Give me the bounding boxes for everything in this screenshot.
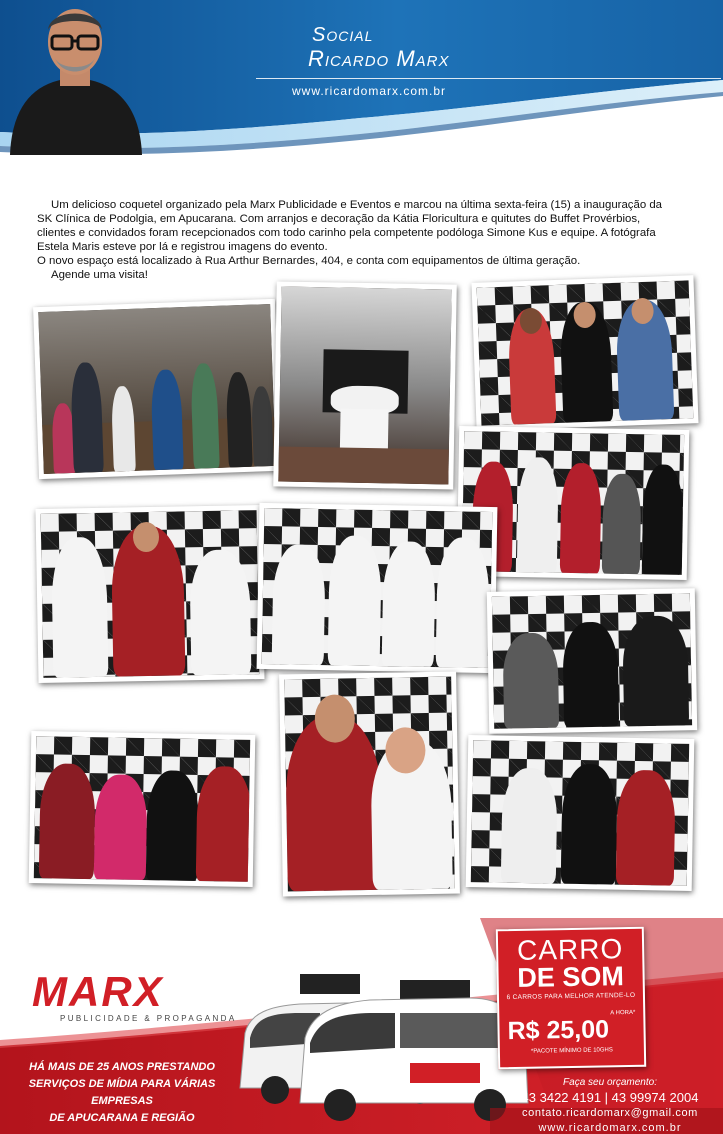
- header-divider: [256, 78, 721, 79]
- article-body: [37, 198, 667, 282]
- carro-de-som-box: [496, 927, 646, 1070]
- column-header: [0, 0, 723, 165]
- marx-tagline: PUBLICIDADE & PROPAGANDA: [60, 1014, 237, 1023]
- carro-hora: A HORA*: [610, 1009, 636, 1017]
- header-website: www.ricardomarx.com.br: [292, 84, 447, 98]
- article-paragraph: O novo espaço está localizado à Rua Arthur Bernardes, 404, e conta com equipamentos de última geração.: [37, 255, 581, 267]
- ad-slogan: [12, 1059, 232, 1127]
- carro-subtitle: DE SOM: [517, 961, 625, 993]
- marx-logo: MARX: [32, 968, 164, 1015]
- ad-slogan-line: SERVIÇOS DE MÍDIA PARA VÁRIAS EMPRESAS: [28, 1078, 216, 1107]
- event-photo: [466, 735, 695, 891]
- contact-website: www.ricardomarx.com.br: [538, 1122, 682, 1134]
- ad-slogan-line: DE APUCARANA E REGIÃO: [49, 1112, 195, 1124]
- carro-title: CARRO: [516, 933, 624, 966]
- event-photo: [35, 505, 264, 683]
- event-photo: [273, 281, 457, 489]
- ad-slogan-line: HÁ MAIS DE 25 ANOS PRESTANDO: [29, 1061, 215, 1073]
- contact-label: Faça seu orçamento:: [563, 1077, 657, 1088]
- carro-price: R$ 25,00: [507, 1015, 610, 1046]
- contact-phones: 43 3422 4191 | 43 99974 2004: [521, 1090, 699, 1105]
- carro-min-note: *PACOTE MÍNIMO DE 10GHS: [530, 1047, 613, 1055]
- column-label: Social: [312, 24, 374, 46]
- article-paragraph: Um delicioso coquetel organizado pela Marx Publicidade e Eventos e marcou na última sexta-feira (15) a inauguração da SK Clínica de Podolgia, em Apucarana. Com arranjos e decoração da Kátia Floricultura e quitutes do Buffet Provérbios, clientes e convidados foram recepcionados com todo carinho pela competente podóloga Simone Kus e equipe. A fotógrafa Estela Maris esteve por lá e registrou imagens do evento.: [37, 199, 663, 253]
- contact-email: contato.ricardomarx@gmail.com: [522, 1107, 698, 1119]
- event-photo: [33, 299, 281, 479]
- event-photo: [29, 731, 256, 887]
- event-photo: [257, 503, 498, 673]
- article-paragraph: Agende uma visita!: [51, 269, 148, 281]
- columnist-portrait: [0, 0, 150, 155]
- columnist-name: Ricardo Marx: [308, 46, 450, 71]
- ad-contact: [505, 1077, 715, 1134]
- event-photo: [471, 275, 698, 431]
- event-photo: [487, 588, 697, 734]
- event-photo: [279, 671, 460, 896]
- carro-info: 6 CARROS PARA MELHOR ATENDE-LO: [506, 991, 636, 1002]
